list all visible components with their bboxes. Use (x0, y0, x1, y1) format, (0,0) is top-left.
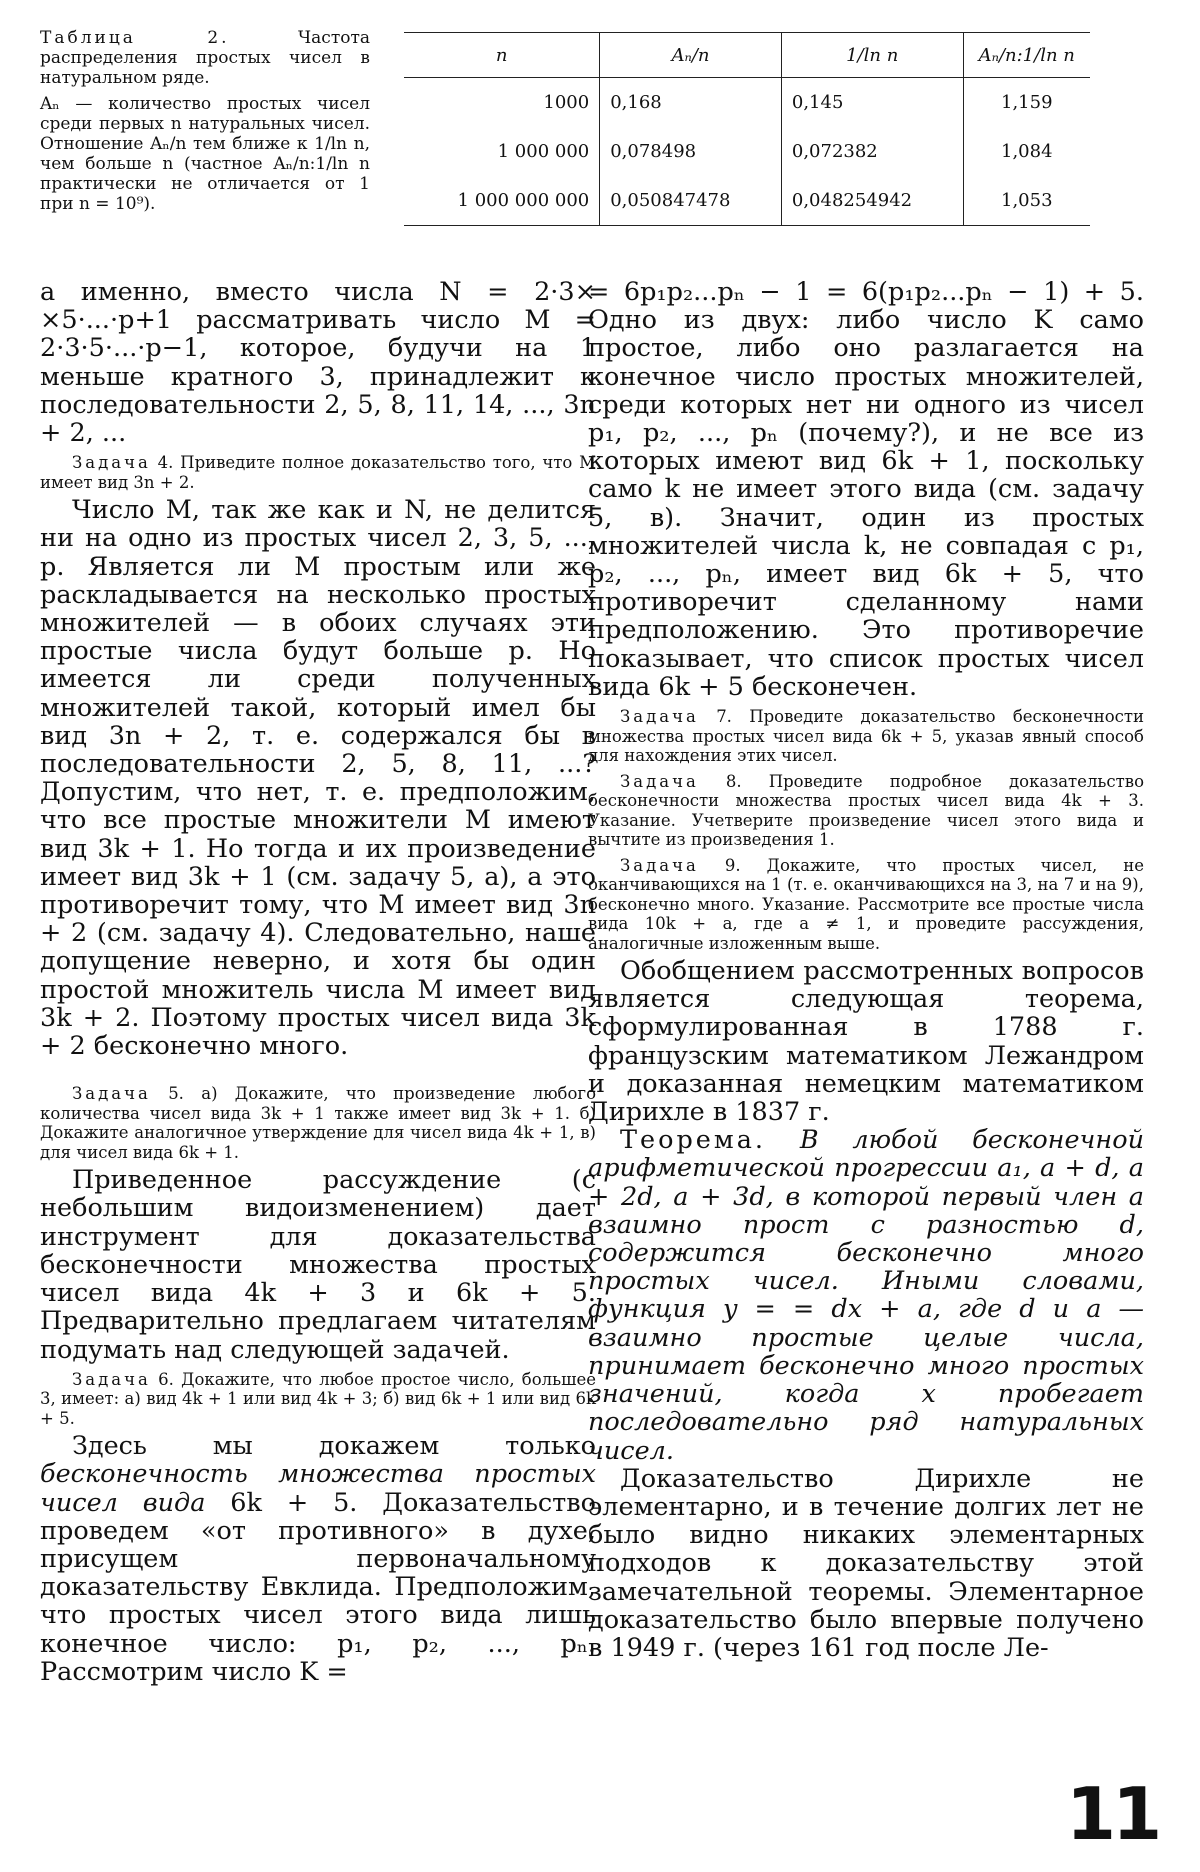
text-run: 6k + 5. Доказательство проведем «от противного» в духе, присущем первоначальному доказательству Евклида. Предположим, что простых чисел этого вида лишь конечное число: p₁, p₂, ..., pₙ. Рассмотрим число K = (40, 1487, 596, 1687)
table-row (404, 78, 1090, 128)
task-9 (588, 856, 1144, 954)
table-header: 1/ln n (781, 33, 963, 78)
task-label: Задача (72, 1369, 151, 1389)
text-run: Здесь мы докажем только (72, 1431, 596, 1462)
paragraph (40, 1432, 596, 1686)
task-text: 5. а) Докажите, что произведение любого количества чисел вида 3k + 1 также имеет вид 3k + 1. б) Докажите аналогичное утверждение для чисел вида 4k + 1, в) для чисел вида 6k + 1. (40, 1084, 597, 1162)
paragraph: Число M, так же как и N, не делится ни на одно из простых чисел 2, 3, 5, ..., p. Является ли M простым или же раскладывается на несколько простых множителей — в обоих случаях эти простые числа будут больше p. Но имеется ли среди полученных множителей такой, который имел бы вид 3n + 2, т. е. содержался бы в последовательности 2, 5, 8, 11, ...? Допустим, что нет, т. е. предположим, что все простые множители M имеют вид 3k + 1. Но тогда и их произведение имеет вид 3k + 1 (см. задачу 5, а), а это противоречит тому, что M имеет вид 3n + 2 (см. задачу 4). Следовательно, наше допущение неверно, и хотя бы один простой множитель числа M имеет вид 3k + 2. Поэтому простых чисел вида 3k + 2 бесконечно много. (40, 495, 596, 1062)
theorem-label: Теорема. (620, 1125, 767, 1156)
paragraph: Доказательство Дирихле не элементарно, и в течение долгих лет не было видно никаких элементарных подходов к доказательству этой замечательной теоремы. Элементарное доказательство было впервые получено в 1949 г. (через 161 год после Ле- (588, 1463, 1144, 1663)
paragraph: = 6p₁p₂...pₙ − 1 = 6(p₁p₂...pₙ − 1) + 5. Одно из двух: либо число K само простое, либо оно разлагается на конечное число простых множителей, среди которых нет ни одного из чисел p₁, p₂, ..., pₙ (почему?), и не все из которых имеют вид 6k + 1, поскольку само k не имеет этого вида (см. задачу 5, в). Значит, один из простых множителей числа k, не совпадая с p₁, p₂, ..., pₙ, имеет вид 6k + 5, что противоречит сделанному нами предположению. Это противоречие показывает, что список простых чисел вида 6k + 5 бесконечен. (588, 277, 1144, 702)
task-5 (40, 1084, 596, 1162)
page-number: 11 (1066, 1772, 1159, 1856)
task-label: Задача (620, 707, 699, 727)
table-cell: 0,050847478 (600, 176, 782, 226)
task-text: 7. Проведите доказательство бесконечности множества простых чисел вида 6k + 5, указав явный способ для нахождения этих чисел. (588, 707, 1145, 766)
caption-note: Aₙ — количество простых чисел среди первых n натуральных чисел. Отношение Aₙ/n тем ближе к 1/ln n, чем больше n (частное Aₙ/n:1/ln n практически не отличается от 1 при n = 10⁹). (40, 94, 370, 214)
table-cell: 0,078498 (600, 127, 782, 176)
paragraph: Приведенное рассуждение (с небольшим видоизменением) дает инструмент для доказательства бесконечности множества простых чисел вида 4k + 3 и 6k + 5. Предварительно предлагаем читателям подумать над следующей задачей. (40, 1165, 596, 1365)
right-column (588, 278, 1144, 1662)
left-column (40, 278, 596, 1686)
paragraph: а именно, вместо числа N = 2·3× ×5·...·p+1 рассматривать число M = 2·3·5·...·p−1, которое, будучи на 1 меньше кратного 3, принадлежит к последовательности 2, 5, 8, 11, 14, ..., 3n + 2, ... (40, 277, 596, 449)
table-header: n (404, 33, 600, 78)
table-cell: 0,168 (600, 78, 782, 128)
task-text: 6. Докажите, что любое простое число, большее 3, имеет: а) вид 4k + 1 или вид 4k + 3; б) вид 6k + 1 или вид 6k + 5. (40, 1369, 597, 1428)
table-row (404, 176, 1090, 226)
task-label: Задача (72, 1084, 151, 1104)
paragraph: Обобщением рассмотренных вопросов является следующая теорема, сформулированная в 1788 г. французским математиком Лежандром и доказанная немецким математиком Дирихле в 1837 г. (588, 956, 1144, 1128)
theorem-text: В любой бесконечной арифметической прогрессии a₁, a + d, a + 2d, a + 3d, в которой первый член a взаимно прост с разностью d, содержится бесконечно много простых чисел. Иными словами, функция y = = dx + a, где d и a — взаимно простые целые числа, принимает бесконечно много простых значений, когда x пробегает последовательно ряд натуральных чисел. (588, 1125, 1144, 1466)
table-row (404, 127, 1090, 176)
task-label: Задача (72, 453, 151, 473)
task-text: 4. Приведите полное доказательство того, что M имеет вид 3n + 2. (40, 453, 596, 492)
theorem (588, 1126, 1144, 1464)
italic-run: бесконечность множества простых чисел вида (40, 1459, 596, 1518)
task-4 (40, 453, 596, 492)
table-cell: 0,048254942 (781, 176, 963, 226)
task-text: 8. Проведите подробное доказательство бесконечности множества простых чисел вида 4k + 3. Указание. Учетверите произведение чисел этого вида и вычтите из произведения 1. (588, 771, 1145, 850)
caption-text: Частота распределения простых чисел в натуральном ряде. (40, 28, 371, 88)
prime-frequency-table (404, 32, 1090, 226)
table-header-row (404, 33, 1090, 78)
task-text: 9. Докажите, что простых чисел, не оканчивающихся на 1 (т. е. оканчивающихся на 3, на 7 и на 9), бесконечно много. Указание. Рассмотрите все простые числа вида 10k + a, где a ≠ 1, и проведите рассуждения, аналогичные изложенным выше. (588, 855, 1144, 953)
task-label: Задача (620, 771, 699, 791)
table-header: Aₙ/n (600, 33, 782, 78)
table-cell: 1,084 (963, 127, 1090, 176)
table-caption (40, 28, 370, 220)
table-cell: 1,159 (963, 78, 1090, 128)
table-cell: 0,145 (781, 78, 963, 128)
table-cell: 0,072382 (781, 127, 963, 176)
table-cell: 1 000 000 (497, 141, 590, 162)
caption-title: Таблица 2. (40, 28, 230, 48)
table-header: Aₙ/n:1/ln n (963, 33, 1090, 78)
task-8 (588, 772, 1144, 850)
task-label: Задача (620, 855, 699, 875)
table-cell: 1 000 000 000 (404, 176, 600, 226)
task-7 (588, 707, 1144, 766)
table-cell: 1,053 (963, 176, 1090, 226)
table-cell: 1000 (543, 92, 590, 113)
task-6 (40, 1370, 596, 1429)
